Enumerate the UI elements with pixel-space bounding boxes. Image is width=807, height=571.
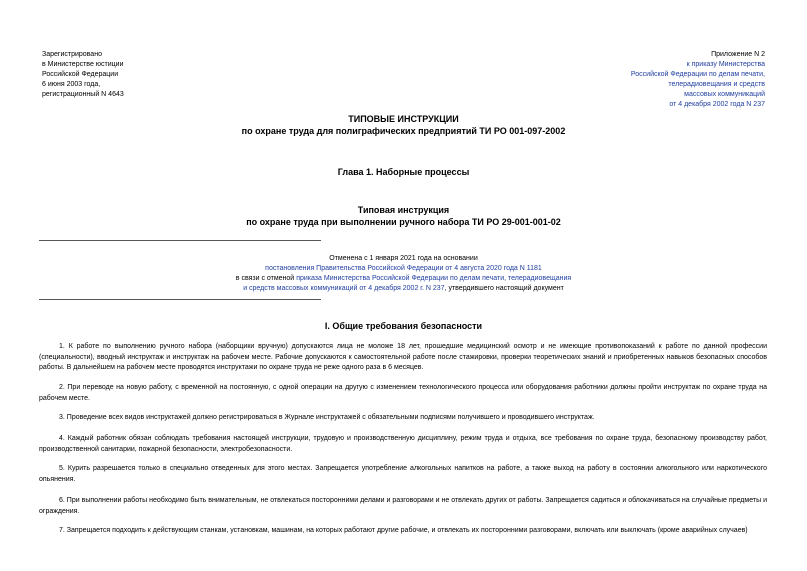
registration-line: 6 июня 2003 года, (42, 81, 101, 88)
cancellation-suffix: , утвердившего настоящий документ (444, 285, 564, 292)
paragraph: 6. При выполнении работы необходимо быть внимательным, не отвлекаться посторонними делами и разговорами и не отвлекать других от работы. Запрещается садиться и облокачиваться на случайные предметы и ограждения. (39, 497, 767, 515)
registration-line: регистрационный N 4643 (42, 91, 124, 98)
order-link-line[interactable]: от 4 декабря 2002 года N 237 (669, 101, 765, 108)
registration-line: Зарегистрировано (42, 51, 102, 58)
registration-block (42, 50, 124, 100)
document-title (0, 113, 807, 137)
appendix-block (631, 50, 765, 110)
paragraph: 7. Запрещается подходить к действующим станкам, установкам, машинам, на которых работают другие рабочие, и отвлекать их посторонними разговорами, включать или выключать (кроме аварийных случаев) (59, 527, 748, 534)
cancellation-line-1: Отменена с 1 января 2021 года на основании (329, 255, 478, 262)
title-line-2: по охране труда для полиграфических предприятий ТИ РО 001-097-2002 (241, 126, 566, 136)
paragraph: 5. Курить разрешается только в специально отведенных для этого местах. Запрещается употребление алкогольных напитков на работе, а также выход на работу в состоянии алкогольного или наркотического опьянения. (39, 465, 767, 483)
title-line-1: ТИПОВЫЕ ИНСТРУКЦИИ (348, 114, 459, 124)
cancellation-prefix: в связи с отменой (235, 275, 295, 282)
registration-line: Российской Федерации (42, 71, 119, 78)
paragraph: 4. Каждый работник обязан соблюдать требования настоящей инструкции, трудовую и производственную дисциплину, режим труда и отдыха, все требования по охране труда, безопасному производству работ, производственной санитарии, пожарной безопасности, электробезопасности. (39, 435, 767, 453)
paragraph: 2. При переводе на новую работу, с временной на постоянную, с одной операции на другую с изменением технологического процесса или оборудования работники должны пройти инструктаж по охране труда на рабочем месте. (39, 384, 767, 402)
order-link-line[interactable]: массовых коммуникаций (684, 91, 765, 98)
instruction-title-line-2: по охране труда при выполнении ручного набора ТИ РО 29-001-001-02 (246, 217, 561, 227)
paragraph: 3. Проведение всех видов инструктажей должно регистрироваться в Журнале инструктажей с обязательными подписями получившего и проводившего инструктаж. (59, 414, 595, 421)
cancellation-note (0, 254, 807, 294)
order-cancel-link-continued[interactable]: и средств массовых коммуникаций от 4 декабря 2002 г. N 237 (243, 285, 445, 292)
instruction-title (0, 204, 807, 228)
divider-bottom (39, 299, 321, 300)
appendix-title: Приложение N 2 (711, 51, 765, 58)
order-link-line[interactable]: телерадиовещания и средств (668, 81, 765, 88)
instruction-title-line-1: Типовая инструкция (357, 205, 450, 215)
resolution-link[interactable]: постановления Правительства Российской Федерации от 4 августа 2020 года N 1181 (265, 265, 542, 272)
order-link-line[interactable]: к приказу Министерства (686, 61, 765, 68)
section-title: I. Общие требования безопасности (324, 321, 483, 331)
order-link-line[interactable]: Российской Федерации по делам печати, (630, 71, 765, 78)
paragraph: 1. К работе по выполнению ручного набора (наборщики вручную) допускаются лица не моложе 18 лет, прошедшие медицинский осмотр и не имеющие противопоказаний к работе по данной профессии (специальности), вводный инструктаж и инструктаж на рабочем месте. Рабочие допускаются к самостоятельной работе после стажировки, проверки теоретических знаний и приобретенных навыков безопасных способов работы. В дальнейшем на рабочем месте проводятся инструктажи по охране труда не реже одного раза в 6 месяцев. (39, 343, 767, 372)
divider-top (39, 240, 321, 241)
chapter-title: Глава 1. Наборные процессы (337, 167, 470, 177)
registration-line: в Министерстве юстиции (42, 61, 124, 68)
order-cancel-link[interactable]: приказа Министерства Российской Федерации по делам печати, телерадиовещания (296, 275, 572, 282)
